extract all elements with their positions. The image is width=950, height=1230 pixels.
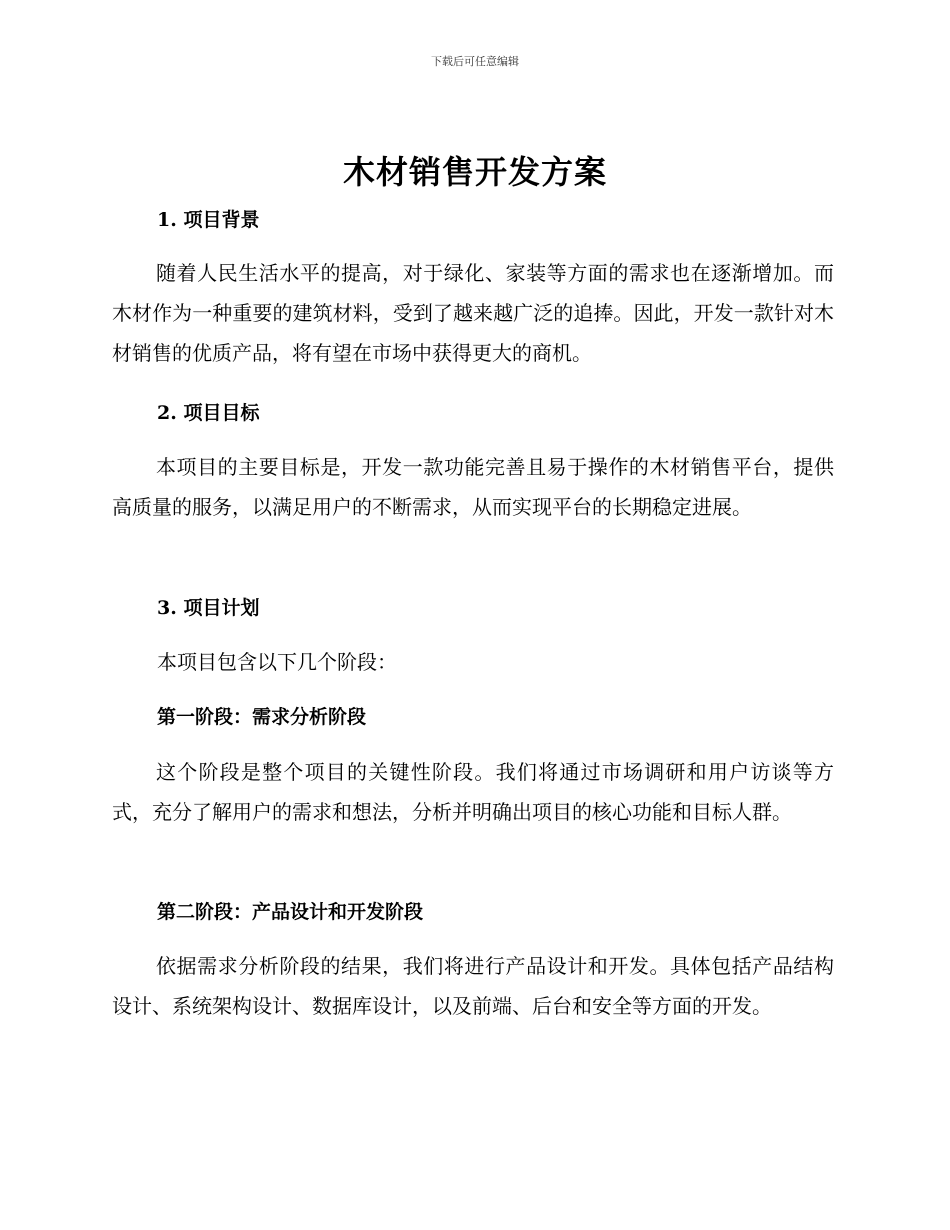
plan-intro: 本项目包含以下几个阶段： [157, 650, 397, 674]
document-title: 木材销售开发方案 [342, 153, 607, 191]
section-heading-background: 1. 项目背景 [157, 209, 260, 231]
phase-paragraph-1: 这个阶段是整个项目的关键性阶段。我们将通过市场调研和用户访谈等方式，充分了解用户的需求和想法，分析并明确出项目的核心功能和目标人群。 [112, 760, 834, 824]
page-header: 下载后可任意编辑 [431, 55, 519, 68]
section-heading-plan: 3. 项目计划 [157, 597, 260, 619]
section-heading-goals: 2. 项目目标 [157, 402, 260, 424]
phase-paragraph-2: 依据需求分析阶段的结果，我们将进行产品设计和开发。具体包括产品结构设计、系统架构设计、数据库设计，以及前端、后台和安全等方面的开发。 [112, 954, 834, 1018]
phase-heading-2: 第二阶段：产品设计和开发阶段 [157, 901, 424, 923]
phase-heading-1: 第一阶段：需求分析阶段 [157, 706, 367, 728]
section-paragraph-goals: 本项目的主要目标是，开发一款功能完善且易于操作的木材销售平台，提供高质量的服务，以满足用户的不断需求，从而实现平台的长期稳定进展。 [112, 455, 834, 519]
section-paragraph-background: 随着人民生活水平的提高，对于绿化、家装等方面的需求也在逐渐增加。而木材作为一种重要的建筑材料，受到了越来越广泛的追捧。因此，开发一款针对木材销售的优质产品，将有望在市场中获得更大的商机。 [112, 261, 834, 365]
